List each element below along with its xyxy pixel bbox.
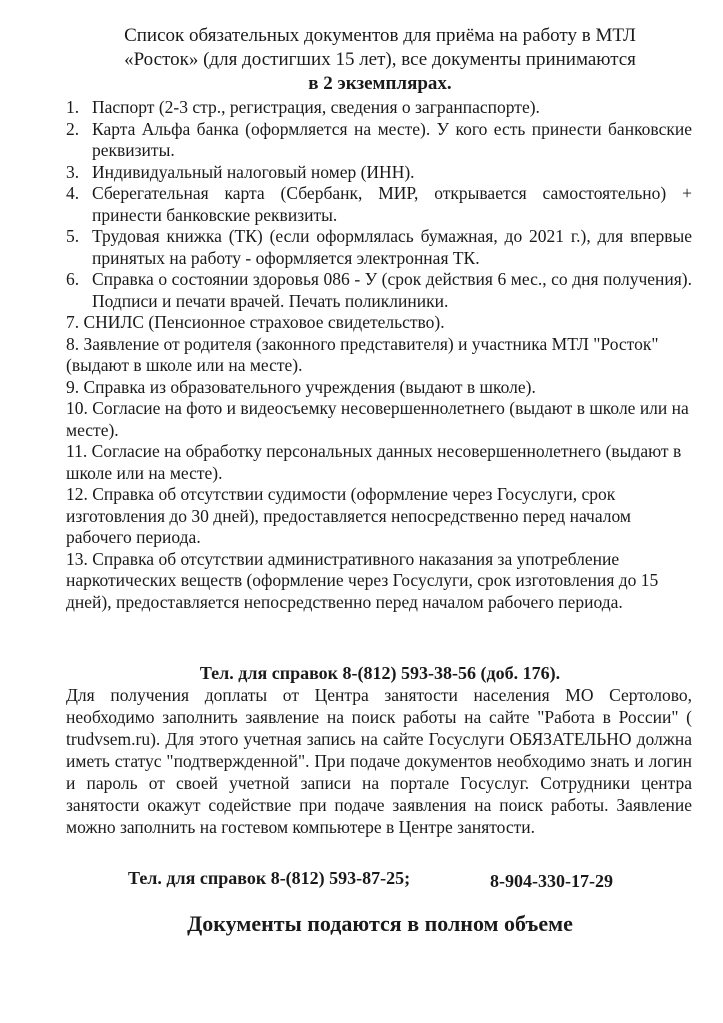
title-line-3: в 2 экземплярах. [308,73,452,94]
list-item-text: Индивидуальный налоговый номер (ИНН). [92,161,415,182]
list-item-number: 12. [66,484,93,504]
list-item-text: Заявление от родителя (законного представителя) и участника МТЛ "Росток" (выдают в школе или на месте). [66,333,659,375]
list-item-text: Сберегательная карта (Сбербанк, МИР, открывается самостоятельно) + принести банковские реквизиты. [92,183,692,225]
list-item-number: 13. [66,548,93,569]
list-item-text: Справка об отсутствии судимости (оформление через Госуслуги, срок изготовления до 30 дней), предоставляется непосредственно перед началом рабочего периода. [66,484,631,547]
list-item-number: 1. [66,97,80,117]
list-item-text: СНИЛС (Пенсионное страховое свидетельство). [83,312,445,332]
reference-phone-3: 8-904-330-17-29 [490,871,613,891]
footer-notice: Документы подаются в полном объеме [187,911,573,936]
list-item-text: Согласие на фото и видеосъемку несовершеннолетнего (выдают в школе или на месте). [66,398,689,440]
list-item [66,334,692,377]
list-item [66,312,692,334]
list-item-number: 8. [66,333,84,354]
list-item [66,97,692,119]
document-title [60,24,700,96]
list-item-number: 4. [66,183,80,203]
list-item-number: 6. [66,269,80,289]
reference-phone-1: Тел. для справок 8-(812) 593-38-56 (доб. 176). [199,663,561,683]
list-item-text: Справка об отсутствии административного наказания за употребление наркотических веществ (оформление через Госуслуги, срок изготовления до 15 дней), предоставляется непосредственно перед началом рабочего периода. [66,548,659,612]
list-item-text: Справка из образовательного учреждения (выдают в школе). [83,376,536,397]
list-item-number: 2. [66,118,80,139]
list-item-number: 3. [66,161,80,182]
list-item [66,162,692,184]
list-item-number: 10. [66,398,93,418]
list-item [66,398,692,441]
list-item-text: Справка о состоянии здоровья 086 - У (срок действия 6 мес., со дня получения). Подписи и печати врачей. Печать поликлиники. [92,269,692,311]
list-item [66,183,692,226]
list-item-text: Согласие на обработку персональных данных несовершеннолетнего (выдают в школе или на месте). [66,441,682,483]
reference-phone-2: Тел. для справок 8-(812) 593-87-25; [128,868,411,888]
employment-center-paragraph: Для получения доплаты от Центра занятости населения МО Сертолово, необходимо заполнить заявление на поиск работы на сайте "Работа в России" ( trudvsem.ru). Для этого учетная запись на сайте Госуслуги ОБЯЗАТЕЛЬНО должна иметь статус "подтвержденной". При подаче документов необходимо знать и логин и пароль от своей учетной записи на портале Госуслуг. Сотрудники центра занятости окажут содействие при подаче заявления на поиск работы. Заявление можно заполнить на гостевом компьютере в Центре занятости. [66,685,692,837]
list-item-number: 5. [66,226,80,246]
documents-list [66,97,692,613]
list-item [66,269,692,312]
list-item-number: 7. [66,312,84,332]
list-item-number: 11. [66,441,92,461]
list-item [66,484,692,549]
list-item-number: 9. [66,376,84,397]
list-item-text: Карта Альфа банка (оформляется на месте). У кого есть принести банковские реквизиты. [92,118,692,160]
list-item [66,226,692,269]
list-item-text: Трудовая книжка (ТК) (если оформлялась бумажная, до 2021 г.), для впервые принятых на работу - оформляется электронная ТК. [92,226,692,268]
list-item [66,377,692,399]
list-item [66,441,692,484]
list-item-text: Паспорт (2-3 стр., регистрация, сведения о загранпаспорте). [92,97,540,117]
title-line-2: «Росток» (для достигших 15 лет), все документы принимаются [124,49,636,70]
list-item [66,549,692,614]
title-line-1: Список обязательных документов для приёма на работу в МТЛ [124,25,636,46]
list-item [66,119,692,162]
